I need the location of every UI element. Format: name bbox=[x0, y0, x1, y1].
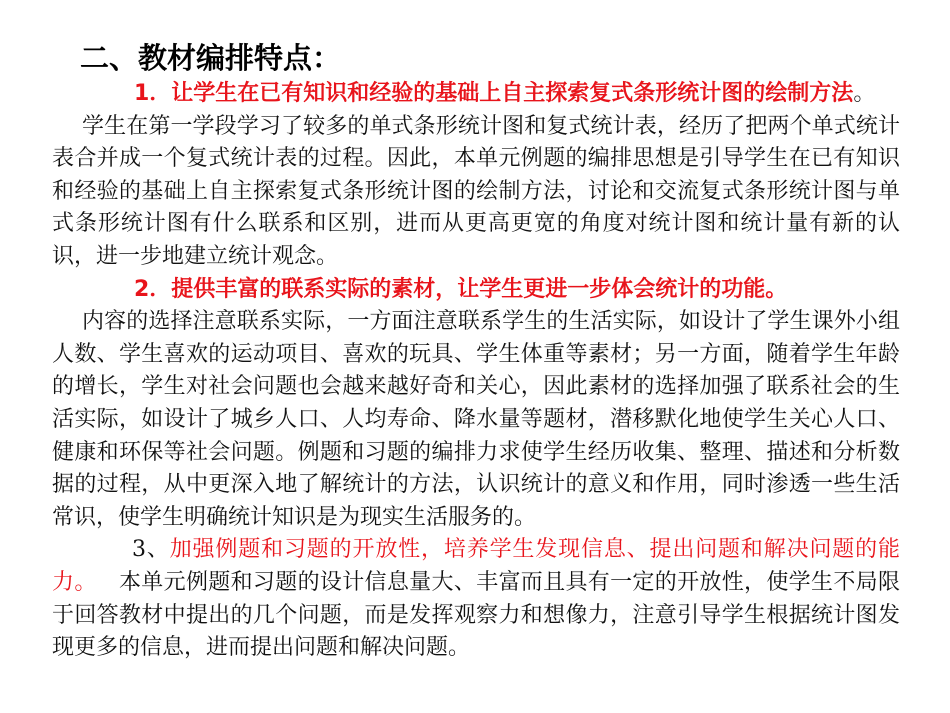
point-1-heading-text: 1．让学生在已有知识和经验的基础上自主探索复式条形统计图的绘制方法 bbox=[134, 81, 854, 106]
point-3-number: 3、 bbox=[132, 537, 170, 563]
point-2-heading bbox=[52, 274, 900, 307]
point-1-paragraph: 学生在第一学段学习了较多的单式条形统计图和复式统计表，经历了把两个单式统计表合并成一个复式统计表的过程。因此，本单元例题的编排思想是引导学生在已有知识和经验的基础上自主探索复式条形统计图的绘制方法，讨论和交流复式条形统计图与单式条形统计图有什么联系和区别，进而从更高更宽的角度对统计图和统计量有新的认识，进一步地建立统计观念。 bbox=[52, 113, 900, 269]
point-2-heading-text: 2．提供丰富的联系实际的素材，让学生更进一步体会统计的功能。 bbox=[134, 276, 788, 302]
point-3-block bbox=[52, 534, 900, 664]
body-text bbox=[52, 78, 900, 665]
point-1-heading bbox=[52, 78, 900, 111]
point-1-heading-tail: 。 bbox=[853, 81, 876, 106]
section-title: 二、教材编排特点： bbox=[80, 41, 342, 75]
point-2-paragraph: 内容的选择注意联系实际，一方面注意联系学生的生活实际，如设计了学生课外小组人数、学生喜欢的运动项目、喜欢的玩具、学生体重等素材；另一方面，随着学生年龄的增长，学生对社会问题也会越来越好奇和关心，因此素材的选择加强了联系社会的生活实际，如设计了城乡人口、人均寿命、降水量等题材，潜移默化地使学生关心人口、健康和环保等社会问题。例题和习题的编排力求使学生经历收集、整理、描述和分析数据的过程，从中更深入地了解统计的方法，认识统计的意义和作用，同时渗透一些生活常识，使学生明确统计知识是为现实生活服务的。 bbox=[52, 309, 900, 530]
point-3-paragraph: 本单元例题和习题的设计信息量大、丰富而且具有一定的开放性，使学生不局限于回答教材中提出的几个问题，而是发挥观察力和想像力，注意引导学生根据统计图发现更多的信息，进而提出问题和解决问题。 bbox=[52, 569, 900, 661]
point-3-spacer bbox=[97, 570, 119, 595]
point-3-heading-text: 加强例题和习题的开放性，培养学生发现信息、提出问题和解决问题的能力。 bbox=[52, 537, 900, 595]
